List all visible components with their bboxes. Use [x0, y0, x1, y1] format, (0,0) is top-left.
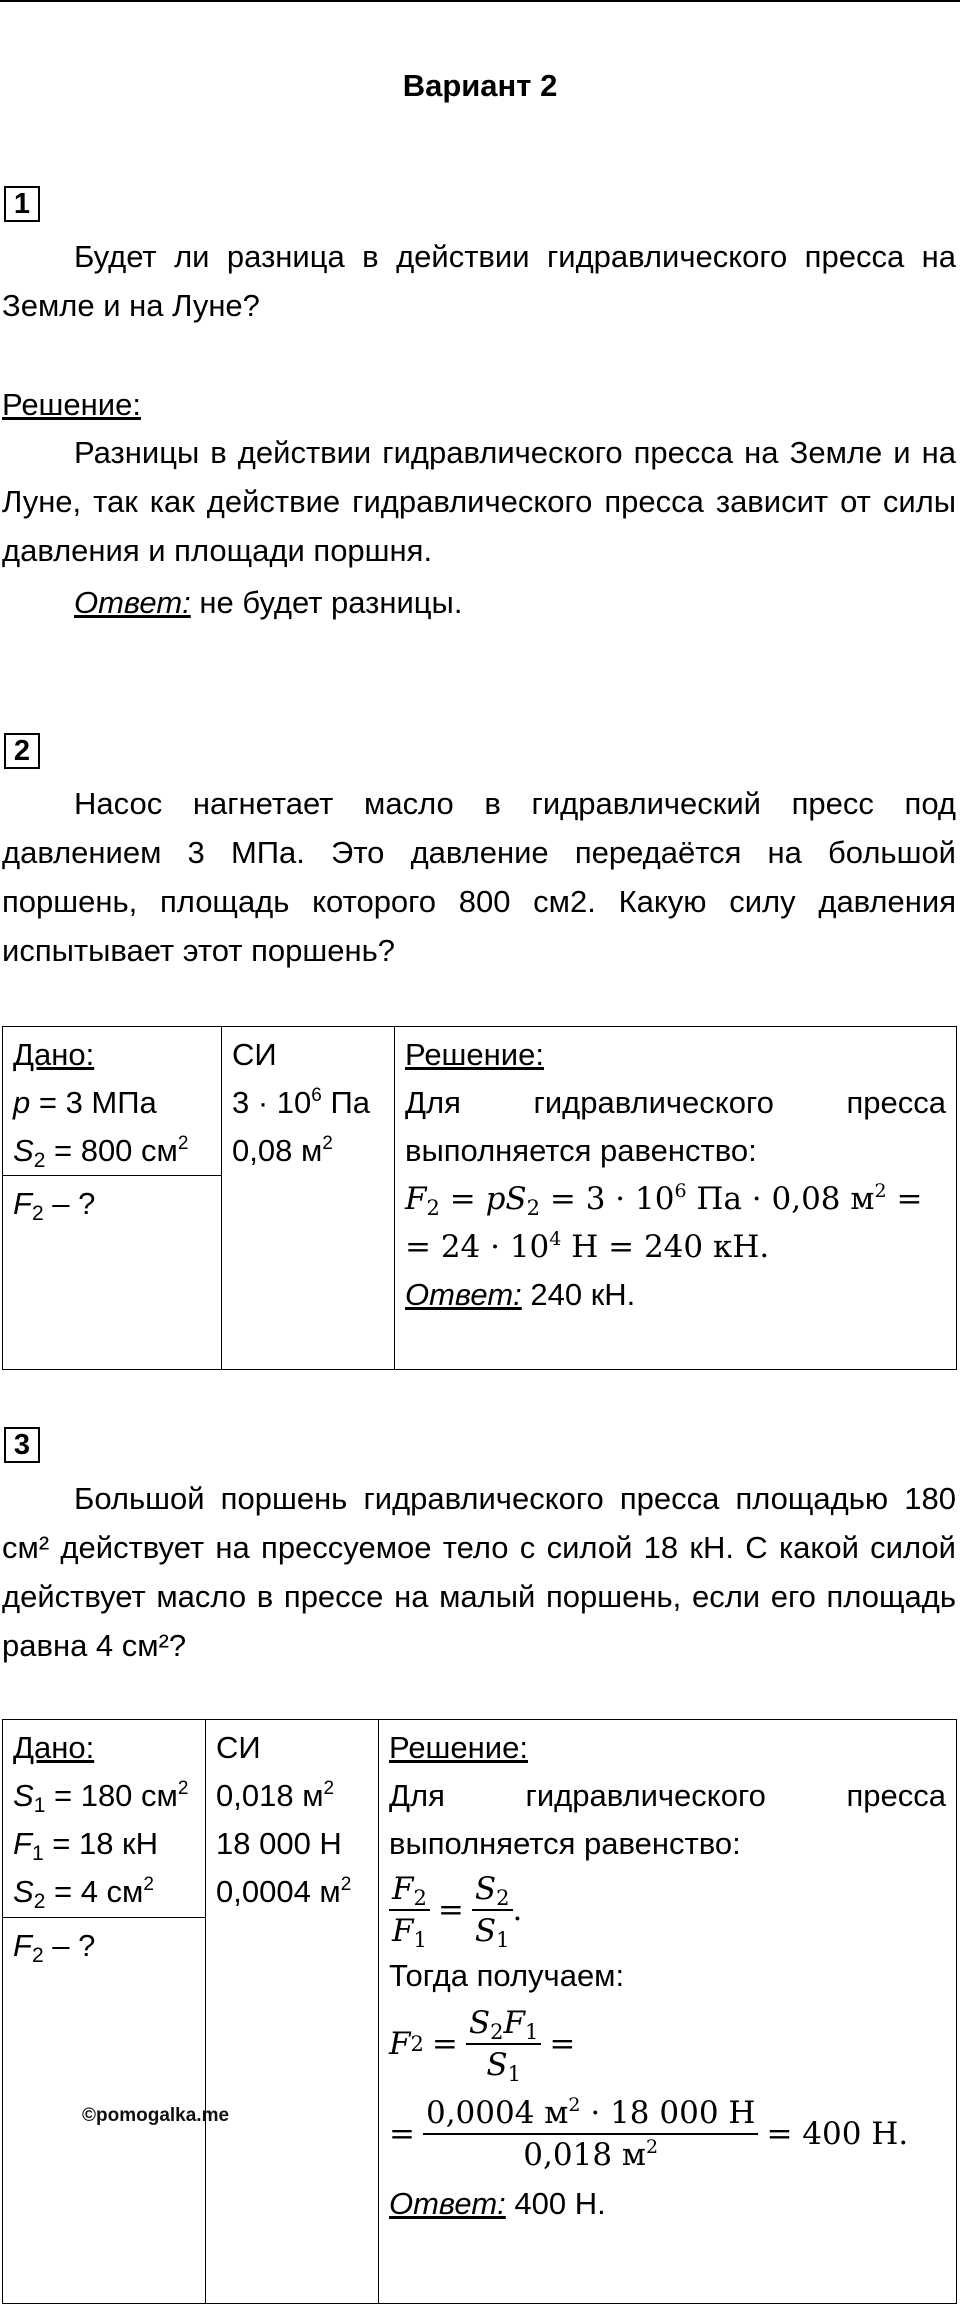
task-2-si-s2: 0,08 $м^2$	[232, 1133, 333, 1168]
task-2-table	[2, 1026, 957, 1370]
task-3-question: Большой поршень гидравлического пресса площадью 180 см² действует на прессуемое тело с силой 18 кН. С какой силой действует масло в прессе на малый поршень, если его площадь равна 4 см²?	[2, 1481, 956, 1663]
task-2-si-p: $3 \cdot 10^6$ Па	[232, 1085, 370, 1120]
task-2-solution-line1	[405, 1079, 946, 1127]
task-3-answer-text: 400 Н.	[514, 2186, 606, 2221]
task-2-answer-text: 240 кН.	[530, 1277, 636, 1312]
task-1-question: Будет ли разница в действии гидравлического пресса на Земле и на Луне?	[2, 239, 956, 323]
task-3-given-s2: $S_2 = 4$ $см^2$	[13, 1874, 154, 1913]
task-3-then: Тогда получаем:	[389, 1958, 625, 1993]
word: Для	[405, 1085, 461, 1120]
task-2-answer	[405, 1271, 946, 1319]
word: пресса	[846, 1085, 946, 1120]
task-3-given-cell	[3, 1720, 206, 1918]
task-2-solution-cell	[395, 1027, 957, 1370]
task-2-answer-label: Ответ:	[405, 1277, 522, 1312]
task-3-answer-label: Ответ:	[389, 2186, 506, 2221]
task-2-given-label: Дано:	[13, 1037, 95, 1072]
task-2-given-cell	[3, 1027, 222, 1176]
task-3-formula-1: F 2 = $\frac{S_2F_1}{S_1}$ =	[389, 2005, 576, 2086]
task-1-answer-text: не будет разницы.	[199, 585, 463, 620]
task-3-find: $F_2$ – ?	[13, 1928, 96, 1967]
task-1-solution-text: Разницы в действии гидравлического пресса на Земле и на Луне, так как действие гидравлического пресса зависит от силы давления и площади поршня.	[2, 435, 956, 568]
page-title: Вариант 2	[402, 68, 558, 103]
task-1-answer	[2, 578, 956, 627]
task-3-table	[2, 1719, 957, 2304]
task-3-si-f1: 18 000 Н	[216, 1826, 342, 1861]
task-2-find: $F_2$ – ?	[13, 1186, 96, 1225]
task-3-given-s1: $S_1 = 180$ $см^2$	[13, 1778, 189, 1817]
task-2-given-s2: $S_2 = 800$ $см^2$	[13, 1133, 189, 1172]
task-2-si-label: СИ	[232, 1037, 277, 1072]
task-3-formula-2: = $\frac{0,0004 м^2 \cdot 18 000 Н}{0,018 м^2}$ = 400 Н.	[389, 2094, 909, 2173]
task-2-solution-label: Решение:	[405, 1037, 544, 1072]
word: Для	[389, 1778, 445, 1813]
top-rule	[0, 0, 960, 2]
task-3-solution-line2: выполняется равенство:	[389, 1826, 741, 1861]
task-3-solution-label: Решение:	[389, 1730, 528, 1765]
task-3-answer	[389, 2180, 946, 2228]
task-2-si-cell	[222, 1027, 395, 1370]
task-1-answer-label: Ответ:	[74, 585, 191, 620]
task-3-si-s1: 0,018 $м^2$	[216, 1778, 335, 1813]
task-3-given-label: Дано:	[13, 1730, 95, 1765]
task-2-question: Насос нагнетает масло в гидравлический пресс под давлением 3 МПа. Это давление передаётся на большой поршень, площадь которого 800 см2. Какую силу давления испытывает этот поршень?	[2, 786, 956, 968]
watermark: ©pomogalka.me	[82, 2105, 230, 2126]
task-1-solution-label: Решение:	[2, 387, 141, 422]
task-2-find-cell	[3, 1176, 222, 1370]
task-3-si-s2: 0,0004 $м^2$	[216, 1874, 352, 1909]
task-2-solution-line2: выполняется равенство:	[405, 1133, 757, 1168]
task-2-given-p: p = 3 МПа	[13, 1085, 157, 1120]
task-3-solution-line1	[389, 1772, 946, 1820]
task-3-solution-cell	[379, 1720, 957, 2304]
word: пресса	[846, 1778, 946, 1813]
task-2-formula-1: $F_2 = pS_2 = 3 \cdot 10^6$ Па · 0,08 $м^2$ =	[405, 1180, 923, 1220]
task-2-number: 2	[4, 733, 40, 769]
task-2-formula-2: = $24 \cdot 10^4$ Н = 240 кН.	[405, 1228, 770, 1265]
word: гидравлического	[525, 1778, 766, 1813]
task-3-si-cell	[206, 1720, 379, 2304]
task-3-number: 3	[4, 1427, 40, 1463]
word: гидравлического	[533, 1085, 774, 1120]
task-3-si-label: СИ	[216, 1730, 261, 1765]
task-3-ratio-formula: $\frac{F_2}{F_1}$ = $\frac{S_2}{S_1}$ .	[389, 1868, 946, 1952]
task-1-number: 1	[4, 186, 40, 222]
task-3-given-f1: $F_1 = 18$ кН	[13, 1826, 158, 1865]
